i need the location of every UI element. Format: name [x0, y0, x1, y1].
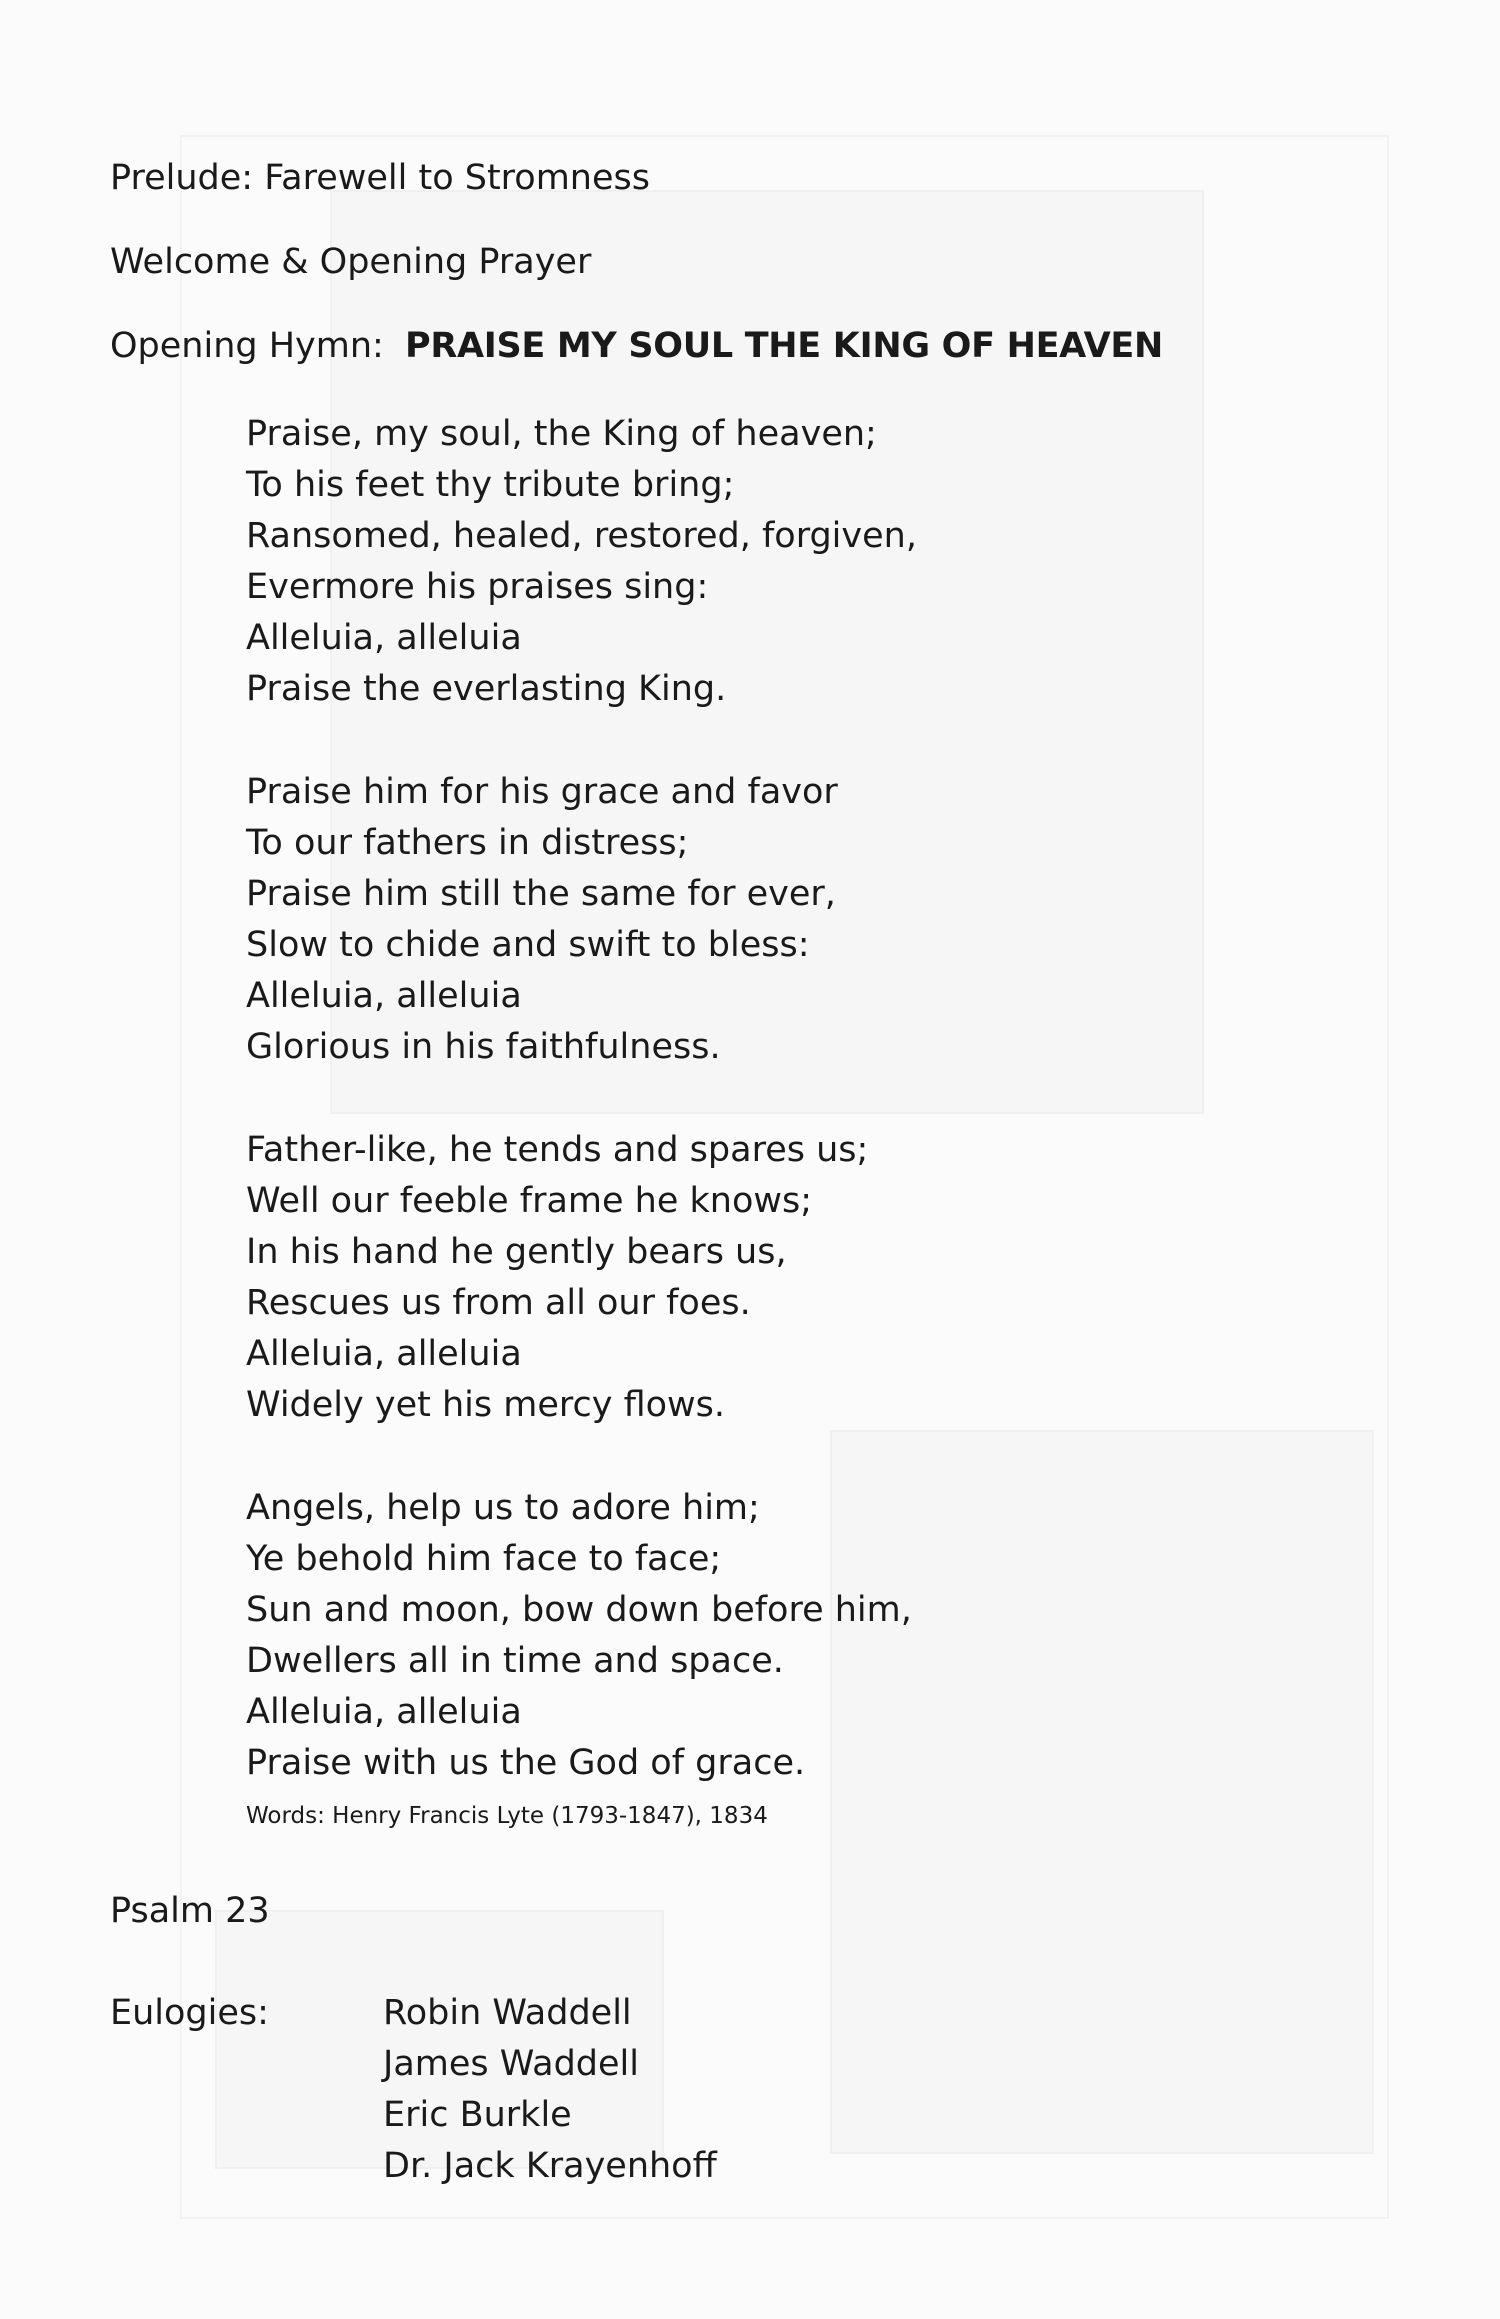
eulogy-speaker: Robin Waddell — [383, 1993, 632, 2033]
verse-line: Praise with us the God of grace. — [246, 1743, 806, 1783]
verse-line: Alleluia, alleluia — [246, 1692, 522, 1732]
verse-line: Glorious in his faithfulness. — [246, 1027, 721, 1067]
verse-line: To his feet thy tribute bring; — [246, 465, 735, 505]
verse-line: To our fathers in distress; — [246, 823, 689, 863]
verse-line: Evermore his praises sing: — [246, 567, 709, 607]
hymn-credit: Words: Henry Francis Lyte (1793-1847), 1834 — [246, 1803, 768, 1829]
opening-hymn-title: PRAISE MY SOUL THE KING OF HEAVEN — [404, 326, 1163, 366]
eulogy-speaker: James Waddell — [383, 2044, 639, 2084]
verse-line: Ye behold him face to face; — [246, 1539, 722, 1579]
verse-line: Rescues us from all our foes. — [246, 1283, 751, 1323]
verse-line: Praise him for his grace and favor — [246, 772, 838, 812]
verse-line: Angels, help us to adore him; — [246, 1488, 760, 1528]
verse-line: Well our feeble frame he knows; — [246, 1181, 813, 1221]
eulogy-speaker: Eric Burkle — [383, 2095, 572, 2135]
verse-line: Father-like, he tends and spares us; — [246, 1130, 869, 1170]
verse-line: Alleluia, alleluia — [246, 618, 522, 658]
opening-hymn-label: Opening Hymn: — [110, 326, 384, 366]
eulogy-speaker: Dr. Jack Krayenhoff — [383, 2146, 717, 2186]
verse-line: Ransomed, healed, restored, forgiven, — [246, 516, 917, 556]
verse-line: In his hand he gently bears us, — [246, 1232, 787, 1272]
verse-line: Praise the everlasting King. — [246, 669, 727, 709]
eulogies-label: Eulogies: — [110, 1993, 269, 2033]
verse-line: Alleluia, alleluia — [246, 976, 522, 1016]
verse-line: Alleluia, alleluia — [246, 1334, 522, 1374]
verse-line: Dwellers all in time and space. — [246, 1641, 784, 1681]
psalm-heading: Psalm 23 — [110, 1891, 270, 1931]
verse-line: Praise, my soul, the King of heaven; — [246, 414, 877, 454]
opening-hymn-heading — [110, 326, 1163, 366]
verse-line: Sun and moon, bow down before him, — [246, 1590, 912, 1630]
prelude-heading: Prelude: Farewell to Stromness — [110, 158, 650, 198]
verse-line: Praise him still the same for ever, — [246, 874, 836, 914]
welcome-heading: Welcome & Opening Prayer — [110, 242, 592, 282]
verse-line: Widely yet his mercy flows. — [246, 1385, 726, 1425]
verse-line: Slow to chide and swift to bless: — [246, 925, 810, 965]
show-through-photo — [830, 1430, 1374, 2154]
